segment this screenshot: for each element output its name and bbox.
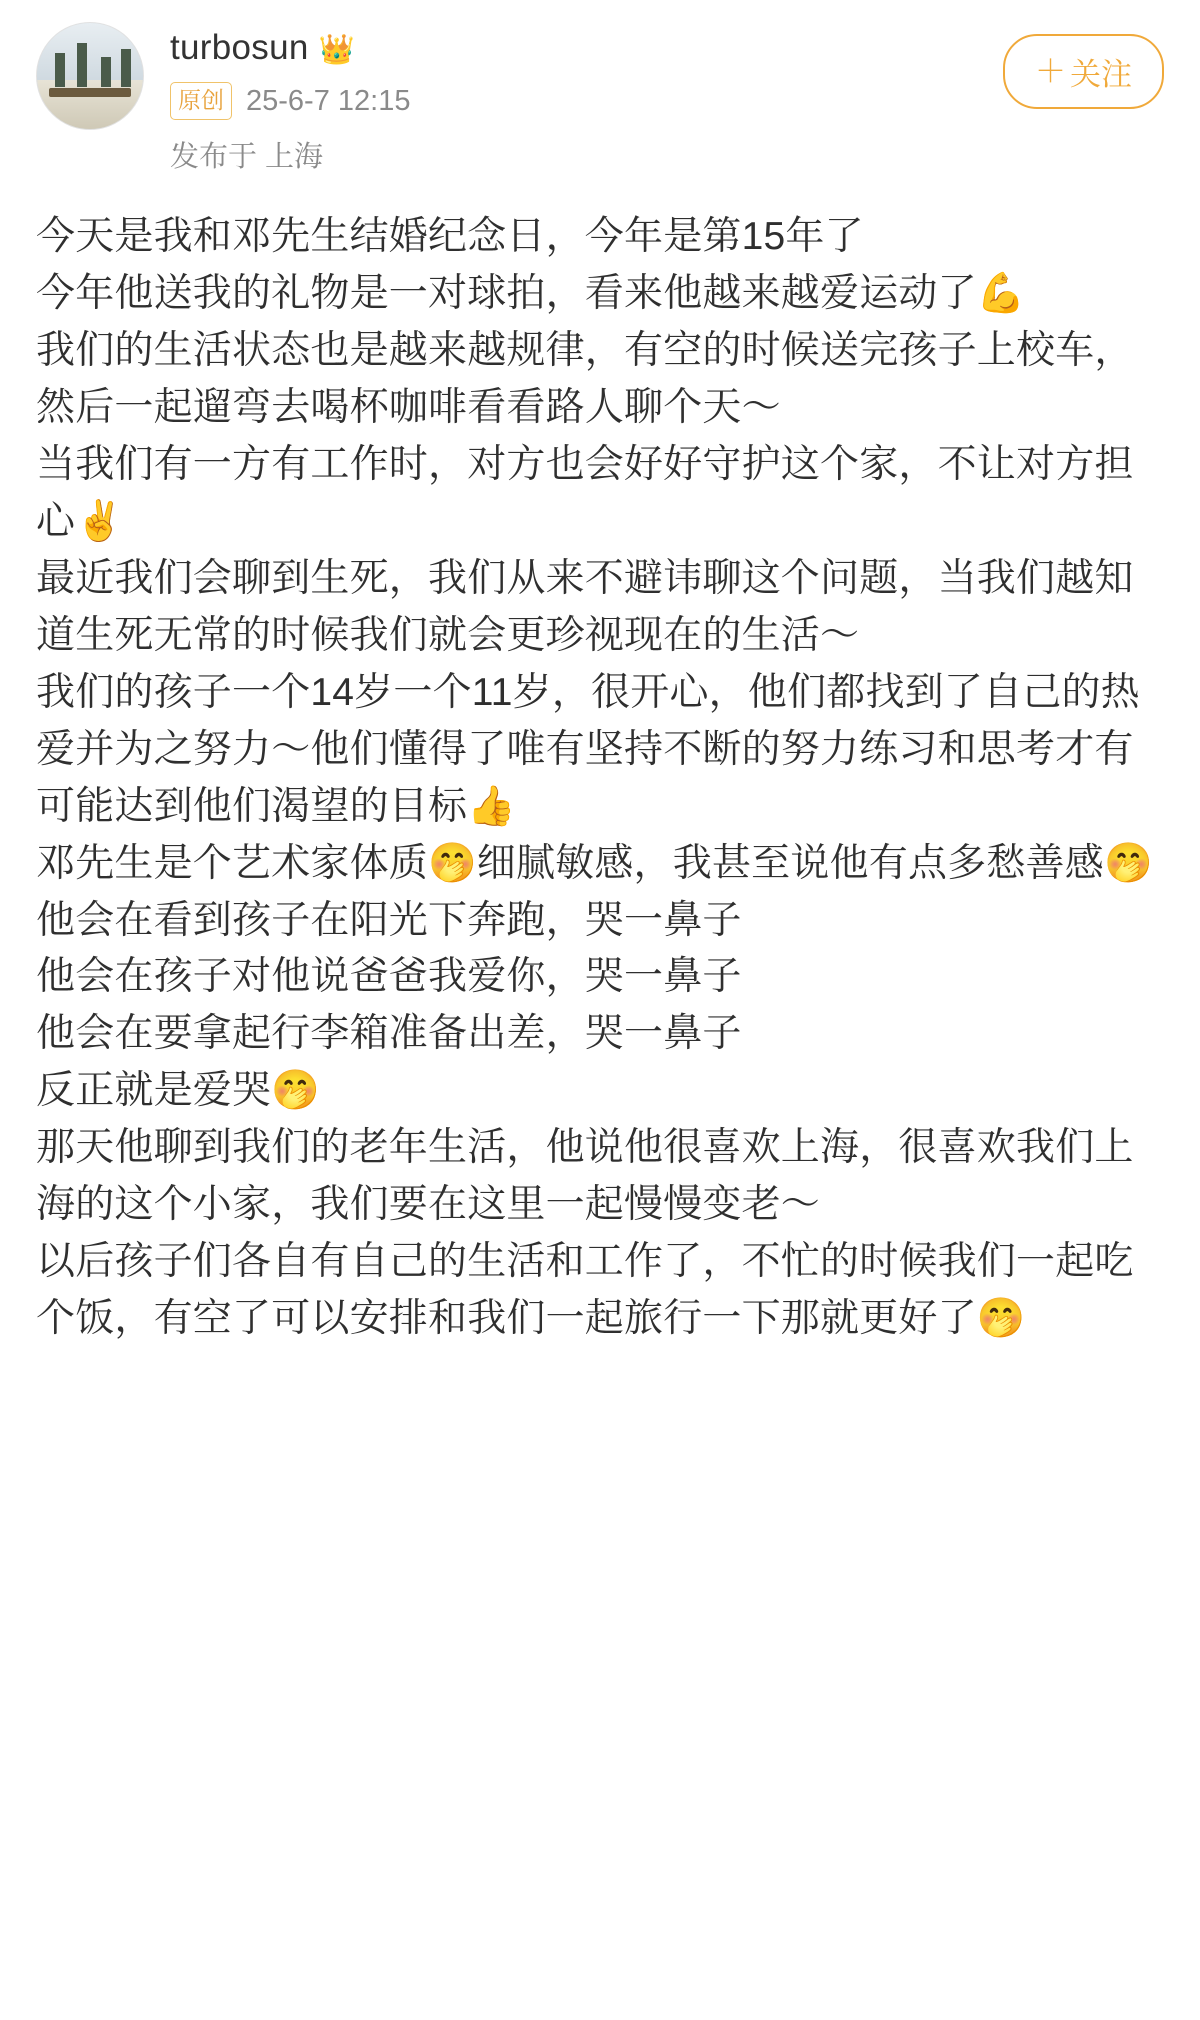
original-badge: 原创 — [170, 82, 232, 120]
post-content — [0, 175, 1200, 1358]
post-paragraph: 当我们有一方有工作时，对方也会好好守护这个家，不让对方担心✌️ — [36, 443, 1134, 543]
avatar-bench — [49, 88, 131, 97]
post-paragraph: 最近我们会聊到生死，我们从来不避讳聊这个问题，当我们越知道生死无常的时候我们就会更珍视现在的生活～ — [36, 556, 1134, 657]
avatar-tree — [121, 49, 131, 87]
avatar-tree — [55, 53, 65, 87]
post-paragraph: 他会在要拿起行李箱准备出差，哭一鼻子 — [36, 1012, 742, 1056]
avatar-tree — [101, 57, 111, 87]
crown-icon: 👑 — [318, 33, 355, 66]
avatar-tree — [77, 43, 87, 87]
post-paragraph: 今年他送我的礼物是一对球拍，看来他越来越爱运动了💪 — [36, 272, 1026, 316]
post-paragraph: 反正就是爱哭🤭 — [36, 1069, 320, 1113]
post-paragraph: 他会在看到孩子在阳光下奔跑，哭一鼻子 — [36, 898, 742, 942]
post-paragraph: 今天是我和邓先生结婚纪念日，今年是第15年了 — [36, 215, 864, 259]
post-header — [0, 0, 1200, 175]
plus-icon: ＋ — [1035, 54, 1066, 89]
follow-button-label: 关注 — [1070, 57, 1132, 92]
avatar[interactable] — [36, 22, 144, 130]
post-paragraph: 那天他聊到我们的老年生活，他说他很喜欢上海，很喜欢我们上海的这个小家，我们要在这里一起慢慢变老～ — [36, 1126, 1134, 1227]
post-paragraph: 我们的孩子一个14岁一个11岁，很开心，他们都找到了自己的热爱并为之努力～他们懂得了唯有坚持不断的努力练习和思考才有可能达到他们渴望的目标👍 — [36, 670, 1140, 828]
post-paragraph: 以后孩子们各自有自己的生活和工作了，不忙的时候我们一起吃个饭，有空了可以安排和我们一起旅行一下那就更好了🤭 — [36, 1240, 1134, 1341]
post-paragraph: 邓先生是个艺术家体质🤭细腻敏感，我甚至说他有点多愁善感🤭 — [36, 841, 1153, 885]
post-location: 发布于 上海 — [170, 141, 324, 174]
post-paragraph: 我们的生活状态也是越来越规律，有空的时候送完孩子上校车，然后一起遛弯去喝杯咖啡看看路人聊个天～ — [36, 329, 1134, 430]
post-paragraph: 他会在孩子对他说爸爸我爱你，哭一鼻子 — [36, 955, 742, 999]
author-username[interactable]: turbosun — [170, 28, 309, 67]
follow-button[interactable] — [1003, 34, 1164, 109]
post-timestamp: 25-6-7 12:15 — [246, 84, 411, 117]
